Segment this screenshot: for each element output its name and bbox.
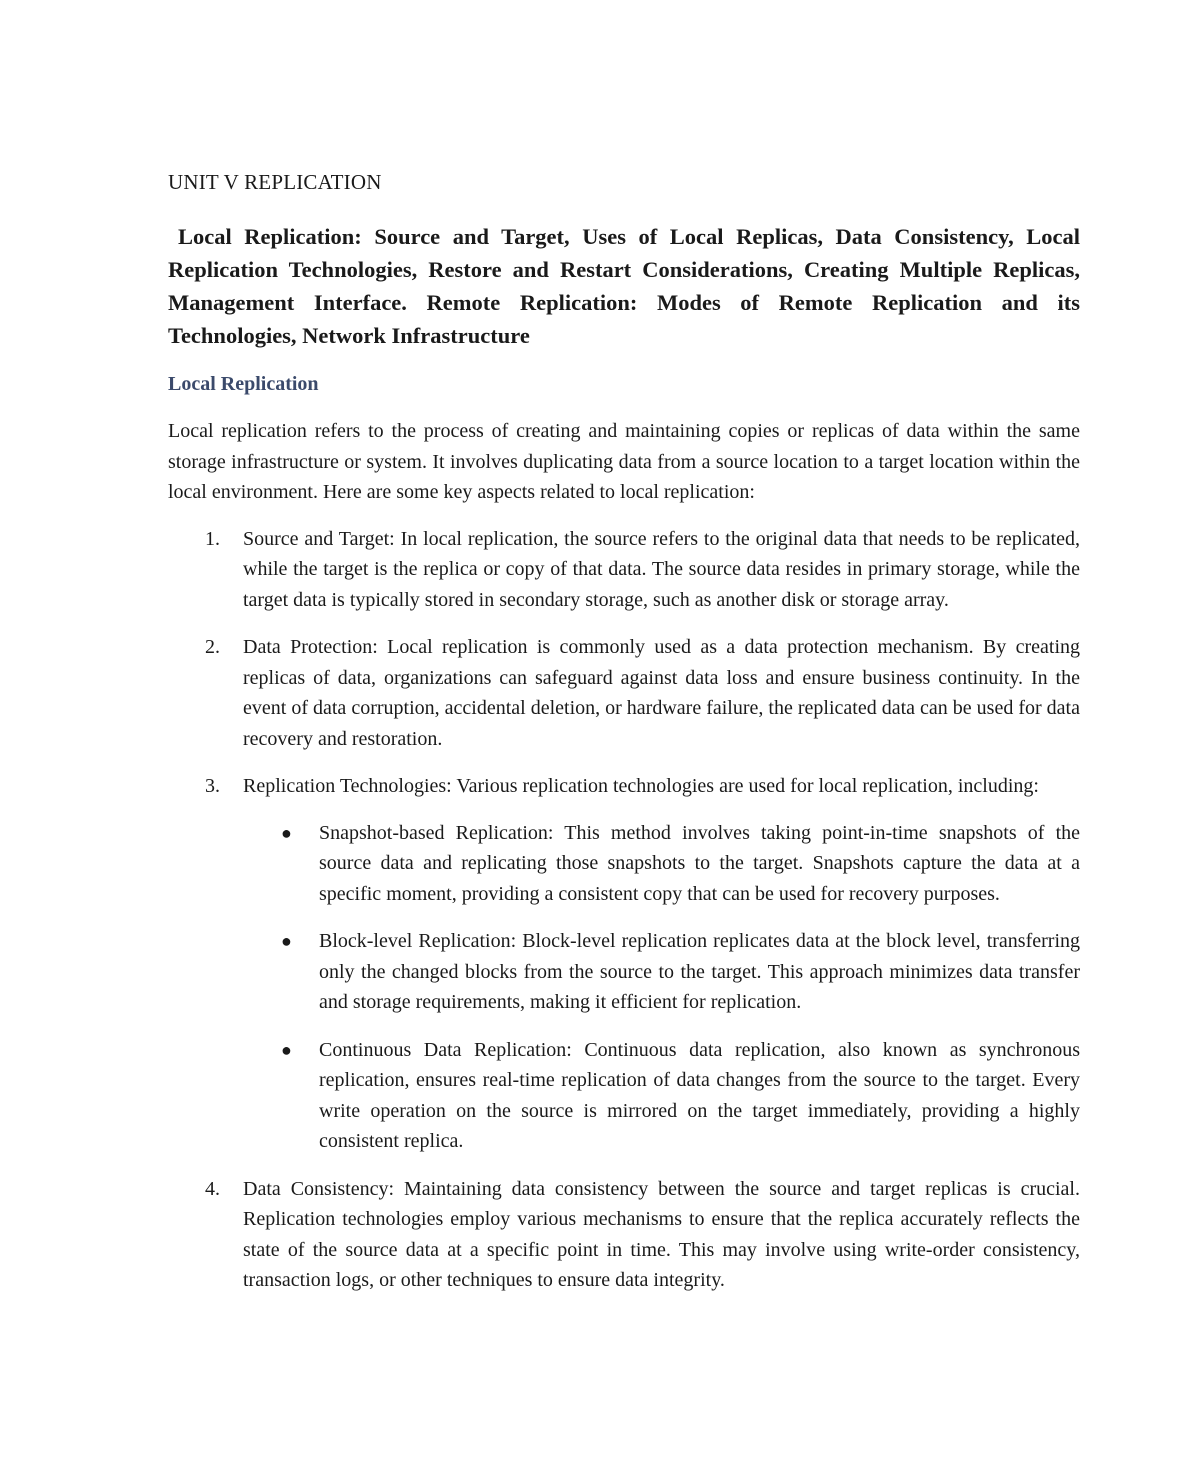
list-number: 1. [205, 527, 220, 550]
bullet-icon: ● [281, 931, 292, 951]
key-aspects-list [168, 524, 1080, 1296]
sub-list-item-text: Continuous Data Replication: Continuous data replication, also known as synchronous replication, ensures real-time replication of data changes from the source to the target. Every write operation on the source is mirrored on the target immediately, providing a highly consistent replica. [319, 1038, 1080, 1152]
list-item-text: Replication Technologies: Various replication technologies are used for local replication, including: [243, 775, 1039, 797]
list-item [168, 1174, 1080, 1296]
section-heading: Local Replication [168, 373, 319, 395]
syllabus-topics: Local Replication: Source and Target, Uses of Local Replicas, Data Consistency, Local Replication Technologies, Restore and Restart Considerations, Creating Multiple Replicas, Management Interface. Remote Replication: Modes of Remote Replication and its Technologies, Network Infrastructure [168, 224, 1080, 348]
sub-list-item-text: Snapshot-based Replication: This method involves taking point-in-time snapshots of the source data and replicating those snapshots to the target. Snapshots capture the data at a specific moment, providing a consistent copy that can be used for recovery purposes. [319, 821, 1080, 905]
list-number: 2. [205, 636, 220, 658]
replication-technologies-list [243, 818, 1080, 1157]
list-item-text: Source and Target: In local replication, the source refers to the original data that needs to be replicated, while the target is the replica or copy of that data. The source data resides in primary storage, while the target data is typically stored in secondary storage, such as another disk or storage array. [243, 527, 1080, 611]
intro-paragraph: Local replication refers to the process of creating and maintaining copies or replicas of data within the same storage infrastructure or system. It involves duplicating data from a source location to a target location within the local environment. Here are some key aspects related to local replication: [168, 420, 1080, 503]
unit-title: UNIT V REPLICATION [168, 170, 382, 194]
list-number: 3. [205, 775, 220, 797]
list-number: 4. [205, 1177, 220, 1200]
sub-list-item-text: Block-level Replication: Block-level replication replicates data at the block level, transferring only the changed blocks from the source to the target. This approach minimizes data transfer and storage requirements, making it efficient for replication. [319, 930, 1080, 1013]
sub-list-item [243, 926, 1080, 1018]
list-item [168, 524, 1080, 616]
list-item-text: Data Consistency: Maintaining data consistency between the source and target replicas is crucial. Replication technologies employ various mechanisms to ensure that the replica accurately reflects the state of the source data at a specific point in time. This may involve using write-order consistency, transaction logs, or other techniques to ensure data integrity. [243, 1177, 1080, 1291]
bullet-icon: ● [281, 822, 292, 843]
bullet-icon: ● [281, 1039, 292, 1060]
list-item [168, 771, 1080, 1157]
sub-list-item [243, 1035, 1080, 1157]
sub-list-item [243, 818, 1080, 910]
list-item [168, 632, 1080, 754]
document-page [168, 168, 1080, 1313]
list-item-text: Data Protection: Local replication is commonly used as a data protection mechanism. By creating replicas of data, organizations can safeguard against data loss and ensure business continuity. In the event of data corruption, accidental deletion, or hardware failure, the replicated data can be used for data recovery and restoration. [243, 636, 1080, 750]
